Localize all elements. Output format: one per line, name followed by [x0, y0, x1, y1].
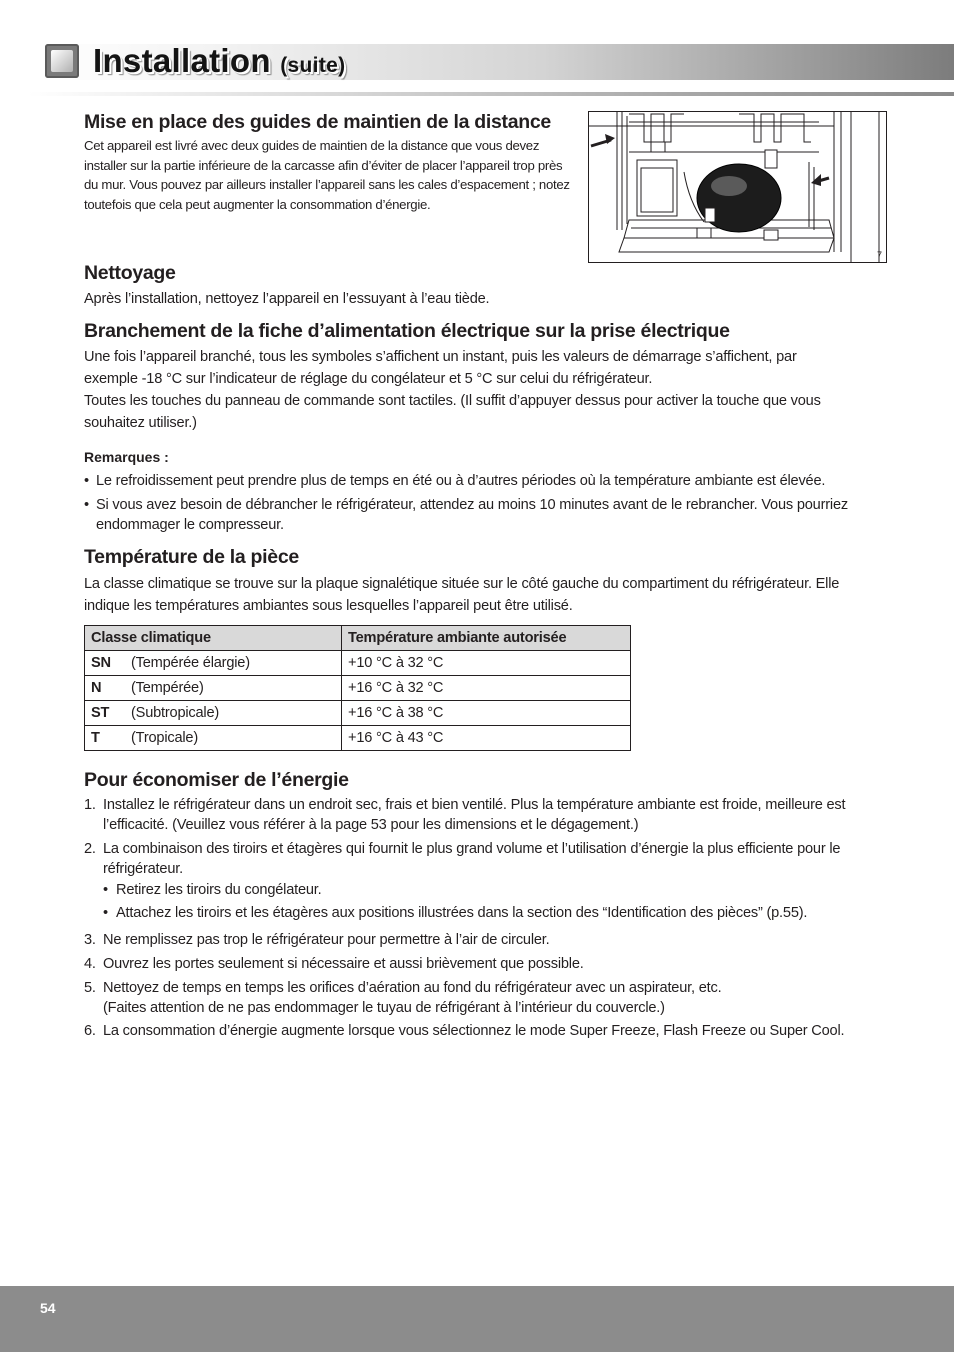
- energy-item-number: 1.: [84, 797, 96, 813]
- table-row: [85, 676, 631, 701]
- energy-item: [84, 839, 913, 879]
- table-row: [85, 701, 631, 726]
- remarks-label: Remarques :: [84, 449, 169, 465]
- table-header-row: [85, 626, 631, 651]
- climate-name: (Tropicale): [131, 730, 198, 746]
- compressor-illustration: [588, 111, 887, 263]
- footer-bar: [0, 1286, 954, 1352]
- plug-line-4: souhaitez utiliser.): [84, 415, 197, 431]
- energy-item: [84, 795, 913, 835]
- energy-item-text: Nettoyez de temps en temps les orifices d’aération au fond du réfrigérateur avec un aspirateur, etc.: [103, 980, 722, 996]
- figure-corner-mark: 7: [877, 250, 883, 260]
- heading-cleaning: Nettoyage: [84, 262, 176, 284]
- remark-2-line-2: endommager le compresseur.: [96, 517, 284, 533]
- plug-line-2: exemple -18 °C sur l’indicateur de réglage du congélateur et 5 °C sur celui du réfrigérateur.: [84, 371, 653, 387]
- header-square-icon: [45, 44, 79, 78]
- header-rule: [28, 92, 954, 96]
- heading-energy: Pour économiser de l’énergie: [84, 769, 349, 791]
- energy-item-number: 6.: [84, 1023, 96, 1039]
- energy-item: [84, 930, 913, 950]
- energy-item-text: l’efficacité. (Veuillez vous référer à la page 53 pour les dimensions et le dégagement.): [103, 817, 639, 833]
- energy-item-text: La combinaison des tiroirs et étagères qui fournit le plus grand volume et l’utilisation d’énergie la plus efficiente pour le: [103, 841, 841, 857]
- climate-class-table: [84, 625, 631, 751]
- climate-range: +16 °C à 38 °C: [342, 701, 631, 726]
- table-row: [85, 726, 631, 751]
- room-temp-line-1: La classe climatique se trouve sur la plaque signalétique située sur le côté gauche du compartiment du réfrigérateur. Elle: [84, 576, 840, 592]
- cleaning-text: Après l’installation, nettoyez l’appareil en l’essuyant à l’eau tiède.: [84, 291, 490, 307]
- energy-item-text: La consommation d’énergie augmente lorsque vous sélectionnez le mode Super Freeze, Flash Freeze ou Super Cool.: [103, 1023, 845, 1039]
- energy-item-text: Installez le réfrigérateur dans un endroit sec, frais et bien ventilé. Plus la température ambiante est froide, meilleure est: [103, 797, 846, 813]
- energy-item-number: 4.: [84, 956, 96, 972]
- energy-item-text: réfrigérateur.: [103, 861, 183, 877]
- energy-sub-item-text: Attachez les tiroirs et les étagères aux positions illustrées dans la section des “Identification des pièces” (p.55).: [116, 905, 808, 921]
- energy-item: [84, 954, 913, 974]
- energy-sub-item: [103, 880, 906, 900]
- energy-sub-item: [103, 903, 906, 923]
- bullet-dot: •: [103, 905, 108, 921]
- page-title-text: Installation: [93, 42, 271, 79]
- remark-item: [84, 495, 906, 535]
- climate-name: (Tempérée élargie): [131, 655, 250, 671]
- energy-item-text: Ne remplissez pas trop le réfrigérateur pour permettre à l’air de circuler.: [103, 932, 550, 948]
- remark-2-line-1: Si vous avez besoin de débrancher le réfrigérateur, attendez au moins 10 minutes avant de le rebrancher. Vous pourriez: [96, 497, 848, 513]
- table-header-class: Classe climatique: [85, 626, 342, 651]
- energy-item: [84, 1021, 913, 1041]
- heading-guides: Mise en place des guides de maintien de la distance: [84, 111, 551, 133]
- remark-item: [84, 471, 906, 491]
- compressor-drawing: [589, 112, 886, 262]
- page-title: [93, 38, 345, 89]
- energy-sub-item-text: Retirez les tiroirs du congélateur.: [116, 882, 322, 898]
- climate-name: (Tempérée): [131, 680, 204, 696]
- energy-item: [84, 978, 913, 1018]
- guides-line-1: Cet appareil est livré avec deux guides de maintien de la distance que vous devez: [84, 138, 540, 153]
- energy-item-number: 2.: [84, 841, 96, 857]
- climate-code: ST: [91, 705, 110, 721]
- heading-room-temp: Température de la pièce: [84, 546, 299, 568]
- page-subtitle: (suite): [280, 54, 346, 77]
- page-number: 54: [40, 1300, 56, 1316]
- climate-code: N: [91, 680, 102, 696]
- bullet-dot: •: [84, 497, 89, 513]
- climate-range: +10 °C à 32 °C: [342, 651, 631, 676]
- climate-code: T: [91, 730, 100, 746]
- plug-line-3: Toutes les touches du panneau de commande sont tactiles. (Il suffit d’appuyer dessus pour activer la touche que vous: [84, 393, 821, 409]
- room-temp-line-2: indique les températures ambiantes sous lesquelles l’appareil peut être utilisé.: [84, 598, 573, 614]
- climate-name: (Subtropicale): [131, 705, 220, 721]
- climate-range: +16 °C à 43 °C: [342, 726, 631, 751]
- table-header-temp: Température ambiante autorisée: [342, 626, 631, 651]
- climate-code: SN: [91, 655, 111, 671]
- energy-item-text: (Faites attention de ne pas endommager le tuyau de réfrigérant à l’intérieur du couvercle.): [103, 1000, 665, 1016]
- guides-line-3: du mur. Vous pouvez par ailleurs installer l’appareil sans les cales d’espacement ; notez: [84, 177, 570, 192]
- guides-line-4: toutefois que cela peut augmenter la consommation d’énergie.: [84, 196, 431, 212]
- remark-1-line-1: Le refroidissement peut prendre plus de temps en été ou à d’autres périodes où la température ambiante est élevée.: [96, 473, 826, 489]
- energy-item-number: 5.: [84, 980, 96, 996]
- bullet-dot: •: [103, 882, 108, 898]
- plug-line-1: Une fois l’appareil branché, tous les symboles s’affichent un instant, puis les valeurs de démarrage s’affichent, par: [84, 349, 797, 365]
- climate-range: +16 °C à 32 °C: [342, 676, 631, 701]
- guides-line-2: installer sur la partie inférieure de la carcasse afin d’éviter de placer l’appareil trop près: [84, 157, 563, 173]
- table-row: [85, 651, 631, 676]
- bullet-dot: •: [84, 473, 89, 489]
- heading-plug: Branchement de la fiche d’alimentation électrique sur la prise électrique: [84, 320, 730, 342]
- energy-item-number: 3.: [84, 932, 96, 948]
- energy-item-text: Ouvrez les portes seulement si nécessaire et aussi brièvement que possible.: [103, 956, 584, 972]
